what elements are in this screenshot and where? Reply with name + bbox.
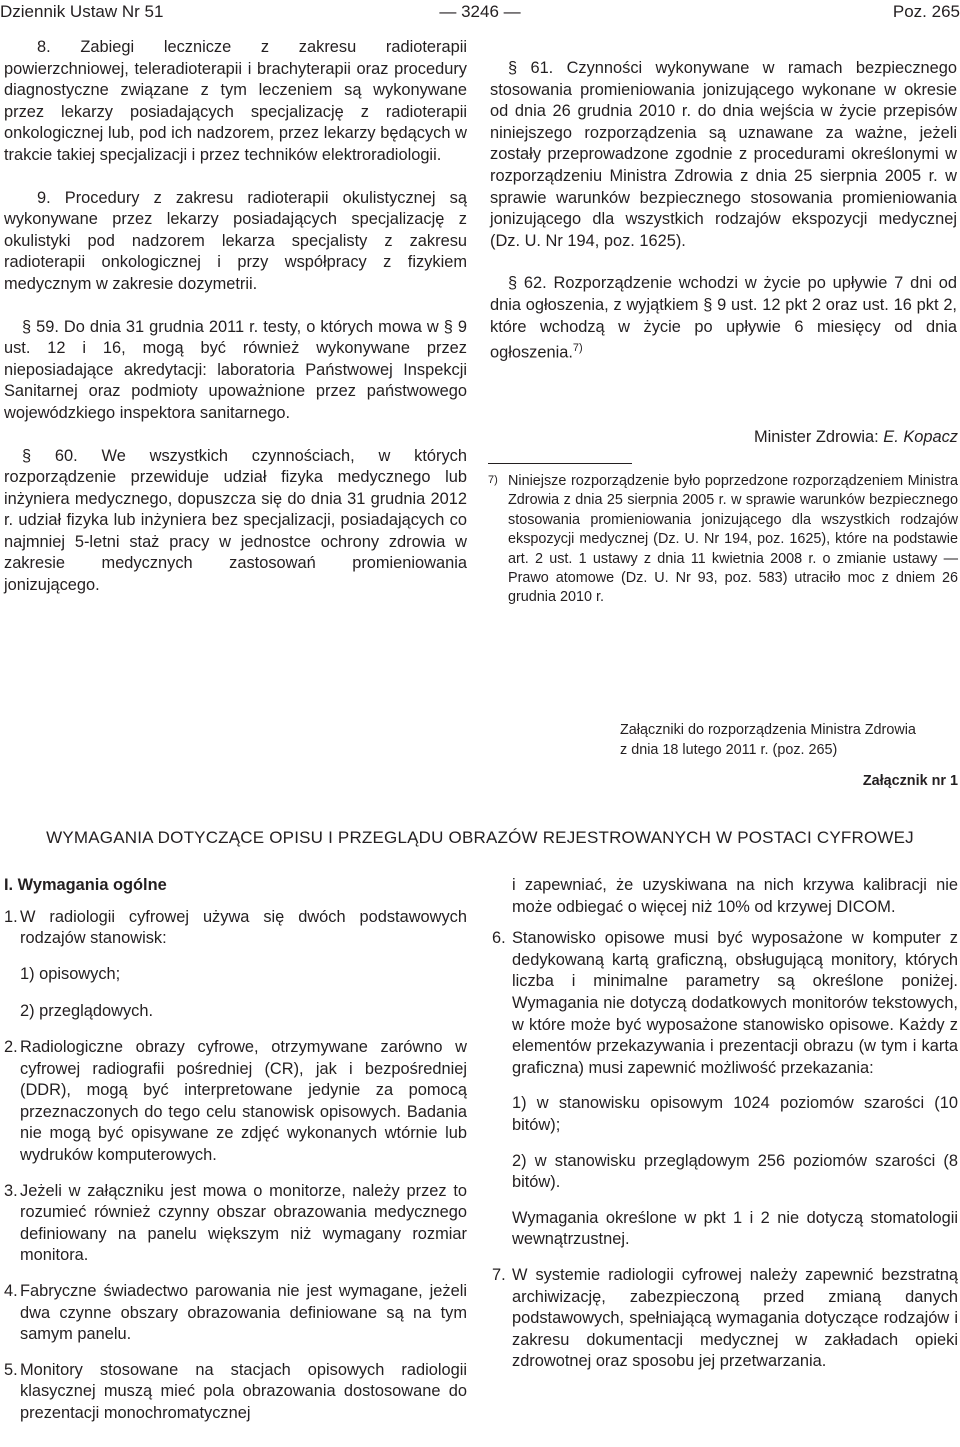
item-text: Monitory stosowane na stacjach opisowych radiologii klasycznej muszą mieć pola obrazowania dostosowane do prezentacji monochromatycznej	[20, 1360, 467, 1422]
footnote-divider	[488, 463, 632, 464]
right-column-bottom	[492, 875, 958, 1373]
item-text: Radiologiczne obrazy cyfrowe, otrzymywane zarówno w cyfrowej radiografii pośredniej (CR), jak i bezpośredniej (DDR), mogą być interpretowane jedynie za pomocą przeznaczonych do tego celu stanowisk opisowych. Badania nie mogą być opisywane ze zdjęć wykonanych wtórnie lub wydruków komputerowych.	[20, 1037, 467, 1164]
attachment-heading: WYMAGANIA DOTYCZĄCE OPISU I PRZEGLĄDU OBRAZÓW REJESTROWANYCH W POSTACI CYFROWEJ	[46, 828, 914, 847]
item-number: 5.	[4, 1360, 18, 1379]
page-header	[0, 2, 960, 28]
item-1	[4, 907, 467, 950]
footnote-ref: 7)	[572, 342, 583, 355]
item-number: 4.	[4, 1281, 18, 1300]
section-title: I. Wymagania ogólne	[4, 876, 167, 894]
item-text: Fabryczne świadectwo parowania nie jest wymagane, jeżeli dwa czynne obszary obrazowania definiowane są na tym samym panelu.	[20, 1281, 467, 1344]
section-62-text: § 62. Rozporządzenie wchodzi w życie po upływie 7 dni od dnia ogłoszenia, z wyjątkiem § 9 ust. 12 pkt 2 oraz ust. 16 pkt 2, które wchodzą w życie po upływie 6 miesięcy od dnia ogłoszenia.	[490, 274, 957, 362]
item-text: Jeżeli w załączniku jest mowa o monitorze, należy przez to rozumieć również czynny obszar obrazowania medycznego definiowany na panelu większym niż wymagany rozmiar monitora.	[20, 1181, 467, 1265]
footnote	[488, 472, 958, 608]
item-6-a: 1) w stanowisku opisowym 1024 poziomów szarości (10 bitów);	[512, 1094, 958, 1134]
attachment-line-1: Załączniki do rozporządzenia Ministra Zdrowia	[620, 722, 916, 738]
item-2	[4, 1037, 467, 1167]
attachment-label: Załącznik nr 1	[862, 773, 958, 789]
item-1-b: 2) przeglądowych.	[20, 1002, 154, 1021]
footnote-mark: 7)	[488, 474, 498, 486]
section-61: § 61. Czynności wykonywane w ramach bezpiecznego stosowania promieniowania jonizującego wykonane w okresie od dnia 26 grudnia 2010 r. do dnia wejścia w życie przepisów niniejszego rozporządzenia są uznawane za ważne, jeżeli zostały przeprowadzone zgodnie z procedurami określonymi w rozporządzeniu Ministra Zdrowia z dnia 25 sierpnia 2005 r. w sprawie warunków bezpiecznego stosowania promieniowania jonizującego dla wszystkich rodzajów ekspozycji medycznej (Dz. U. Nr 194, poz. 1625).	[490, 59, 957, 250]
item-6	[492, 928, 958, 1079]
section-60: § 60. We wszystkich czynnościach, w których rozporządzenie przewiduje udział fizyka medycznego lub inżyniera medycznego, dopuszcza się do dnia 31 grudnia 2012 r. udział fizyka lub inżyniera bez specjalizacji, posiadających co najmniej 5-letni staż pracy w jednostce ochrony zdrowia w zakresie medycznych zastosowań promieniowania jonizującego.	[4, 446, 467, 595]
item-7	[492, 1265, 958, 1373]
item-4	[4, 1281, 467, 1346]
attachment-line-2: z dnia 18 lutego 2011 r. (poz. 265)	[620, 741, 838, 758]
item-number: 7.	[492, 1265, 506, 1284]
signature-prefix: Minister Zdrowia:	[753, 428, 884, 446]
position-number: Poz. 265	[892, 2, 960, 21]
item-text: Stanowisko opisowe musi być wyposażone w komputer z dedykowaną kartą graficzną, obsługującą monitory, których liczba i minimalne parametry są określone poniżej. Wymagania nie dotyczą dodatkowych monitorów tekstowych, w które może być wyposażone stanowisko opisowe. Każdy z elementów przekazywania i prezentacji obrazu (w tym i karta graficzna) musi zapewnić możliwość przekazania:	[512, 929, 958, 1077]
footnote-text: Niniejsze rozporządzenie było poprzedzone rozporządzeniem Ministra Zdrowia z dnia 25 sierpnia 2005 r. w sprawie warunków bezpiecznego stosowania promieniowania jonizującego dla wszystkich rodzajów ekspozycji medycznej (Dz. U. Nr 194, poz. 1625), które na podstawie art. 2 ust. 1 ustawy z dnia 11 kwietnia 2008 r. o zmianie ustawy — Prawo atomowe (Dz. U. Nr 93, poz. 583) utraciło moc z dniem 26 grudnia 2010 r.	[508, 473, 958, 606]
item-3	[4, 1181, 467, 1267]
journal-title: Dziennik Ustaw Nr 51	[0, 2, 164, 21]
item-number: 6.	[492, 929, 506, 948]
item-1-a: 1) opisowych;	[20, 964, 121, 983]
item-6-note: Wymagania określone w pkt 1 i 2 nie dotyczą stomatologii wewnątrzustnej.	[512, 1208, 958, 1249]
right-column-top	[490, 58, 957, 364]
item-6-b: 2) w stanowisku przeglądowym 256 poziomów szarości (8 bitów).	[512, 1151, 958, 1192]
item-5	[4, 1360, 467, 1425]
page-number: — 3246 —	[439, 2, 521, 21]
section-59: § 59. Do dnia 31 grudnia 2011 r. testy, o których mowa w § 9 ust. 12 i 16, mogą być również wykonywane przez nieposiadające akredytacji: laboratoria Państwowej Inspekcji Sanitarnej oraz podmioty upoważnione przez państwowego wojewódzkiego inspektora sanitarnego.	[4, 317, 467, 422]
section-62	[490, 273, 957, 364]
item-5-continued: i zapewniać, że uzyskiwana na nich krzywa kalibracji nie może odbiegać o więcej niż 10% od krzywej DICOM.	[512, 876, 958, 916]
item-number: 2.	[4, 1037, 18, 1056]
item-number: 3.	[4, 1181, 18, 1200]
left-column-top	[4, 37, 467, 597]
paragraph-8: 8. Zabiegi lecznicze z zakresu radioterapii powierzchniowej, teleradioterapii i brachyterapii oraz procedury diagnostyczne związane z tym leczeniem są wykonywane przez lekarzy posiadających specjalizację z radioterapii onkologicznej lub, pod ich nadzorem, przez lekarzy będących w trakcie takiej specjalizacji i przez techników elektroradiologii.	[4, 38, 467, 164]
paragraph-9: 9. Procedury z zakresu radioterapii okulistycznej są wykonywane przez lekarzy posiadających specjalizację z okulistyki pod nadzorem lekarza specjalisty z zakresu radioterapii onkologicznej i przy współpracy z fizykiem medycznym w zakresie dozymetrii.	[4, 188, 467, 293]
left-column-bottom	[4, 875, 467, 1424]
signature	[754, 428, 958, 447]
item-number: 1.	[4, 907, 18, 926]
item-text: W radiologii cyfrowej używa się dwóch podstawowych rodzajów stanowisk:	[20, 907, 467, 948]
attachment-note	[620, 721, 960, 760]
item-text: W systemie radiologii cyfrowej należy zapewnić bezstratną archiwizację, zabezpieczoną przed zmianą danych podstawowych, spełniającą wymagania dotyczące rodzajów i zakresu dokumentacji medycznej w zakładach opieki zdrowotnej oraz sposobu jej przetwarzania.	[512, 1265, 958, 1371]
signature-name: E. Kopacz	[883, 428, 958, 446]
